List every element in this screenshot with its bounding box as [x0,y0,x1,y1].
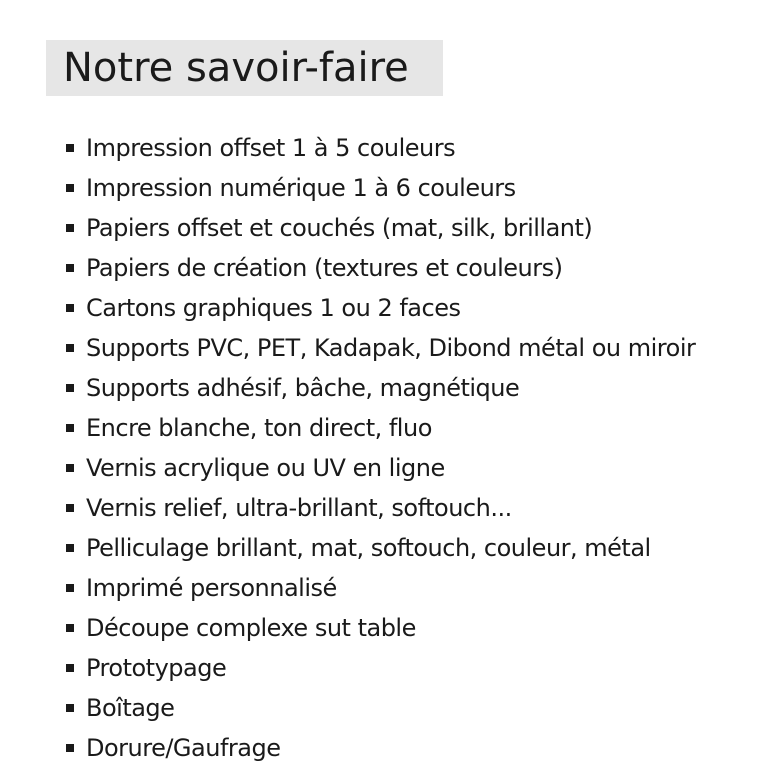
list-item-label: Vernis acrylique ou UV en ligne [86,454,445,482]
bullet-icon [66,184,74,192]
list-item-label: Supports PVC, PET, Kadapak, Dibond métal ou miroir [86,334,696,362]
bullet-icon [66,544,74,552]
list-item-label: Encre blanche, ton direct, fluo [86,414,432,442]
list-item-label: Prototypage [86,654,227,682]
list-item-label: Supports adhésif, bâche, magnétique [86,374,520,402]
page-title: Notre savoir-faire [63,45,409,91]
bullet-icon [66,224,74,232]
bullet-icon [66,384,74,392]
bullet-icon [66,264,74,272]
bullet-icon [66,304,74,312]
list-item-label: Pelliculage brillant, mat, softouch, couleur, métal [86,534,651,562]
list-item-label: Dorure/Gaufrage [86,734,281,762]
list-item-label: Imprimé personnalisé [86,574,337,602]
list-item-label: Boîtage [86,694,175,722]
bullet-icon [66,584,74,592]
bullet-icon [66,424,74,432]
list-item-label: Impression offset 1 à 5 couleurs [86,134,456,162]
bullet-icon [66,744,74,752]
list-item-label: Impression numérique 1 à 6 couleurs [86,174,516,202]
list-item-label: Papiers offset et couchés (mat, silk, brillant) [86,214,593,242]
list-item-label: Papiers de création (textures et couleurs) [86,254,563,282]
bullet-icon [66,624,74,632]
bullet-icon [66,464,74,472]
list-item-label: Cartons graphiques 1 ou 2 faces [86,294,461,322]
title-banner [46,40,443,96]
bullet-icon [66,504,74,512]
bullet-icon [66,344,74,352]
bullet-icon [66,664,74,672]
bullet-icon [66,144,74,152]
list-item-label: Vernis relief, ultra-brillant, softouch... [86,494,512,522]
bullet-icon [66,704,74,712]
list-item-label: Découpe complexe sut table [86,614,416,642]
